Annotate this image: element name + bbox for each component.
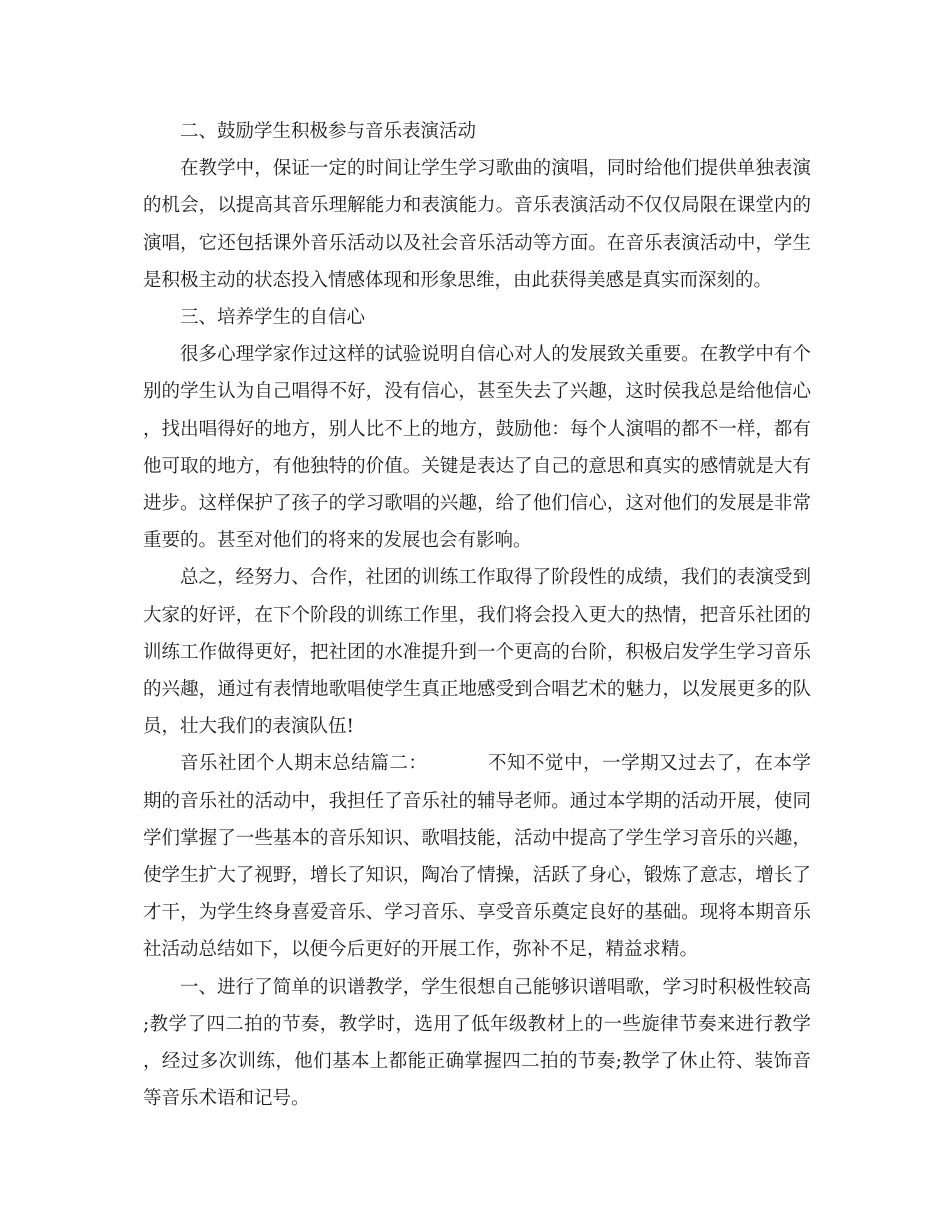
paragraph-confidence: 很多心理学家作过这样的试验说明自信心对人的发展致关重要。在教学中有个别的学生认为自己唱得不好，没有信心，甚至失去了兴趣，这时侯我总是给他信心，找出唱得好的地方，别人比不上的地方，鼓励他：每个人演唱的都不一样，都有他可取的地方，有他独特的价值。关键是表达了自己的意思和真实的感情就是大有进步。这样保护了孩子的学习歌唱的兴趣，给了他们信心，这对他们的发展是非常重要的。甚至对他们的将来的发展也会有影响。	[143, 344, 811, 552]
summary-part-two-text: 不知不觉中，一学期又过去了，在本学期的音乐社的活动中，我担任了音乐社的辅导老师。通过本学期的活动开展，使同学们掌握了一些基本的音乐知识、歌唱技能，活动中提高了学生学习音乐的兴趣，使学生扩大了视野，增长了知识，陶冶了情操，活跃了身心，锻炼了意志，增长了才干，为学生终身喜爱音乐、学习音乐、享受音乐奠定良好的基础。现将本期音乐社活动总结如下，以便今后更好的开展工作，弥补不足，精益求精。	[143, 753, 811, 961]
paragraph-summary-part-two	[143, 745, 811, 968]
summary-part-two-title: 音乐社团个人期末总结篇二：	[180, 753, 428, 775]
paragraph-performance: 在教学中，保证一定的时间让学生学习歌曲的演唱，同时给他们提供单独表演的机会，以提高其音乐理解能力和表演能力。音乐表演活动不仅仅局限在课堂内的演唱，它还包括课外音乐活动以及社会音乐活动等方面。在音乐表演活动中，学生是积极主动的状态投入情感体现和形象思维，由此获得美感是真实而深刻的。	[143, 158, 811, 291]
document-body	[143, 113, 811, 1117]
section-heading-2: 二、鼓励学生积极参与音乐表演活动	[180, 121, 477, 142]
section-heading-3: 三、培养学生的自信心	[180, 307, 366, 329]
paragraph-notation-teaching: 一、进行了简单的识谱教学，学生很想自己能够识谱唱歌，学习时积极性较高;教学了四二拍的节奏，教学时，选用了低年级教材上的一些旋律节奏来进行教学，经过多次训练，他们基本上都能正确掌握四二拍的节奏;教学了休止符、装饰音等音乐术语和记号。	[143, 976, 811, 1110]
paragraph-conclusion: 总之，经努力、合作，社团的训练工作取得了阶段性的成绩，我们的表演受到大家的好评，在下个阶段的训练工作里，我们将会投入更大的热情，把音乐社团的训练工作做得更好，把社团的水准提升到一个更高的台阶，积极启发学生学习音乐的兴趣，通过有表情地歌唱使学生真正地感受到合唱艺术的魅力，以发展更多的队员，壮大我们的表演队伍!	[143, 567, 811, 738]
